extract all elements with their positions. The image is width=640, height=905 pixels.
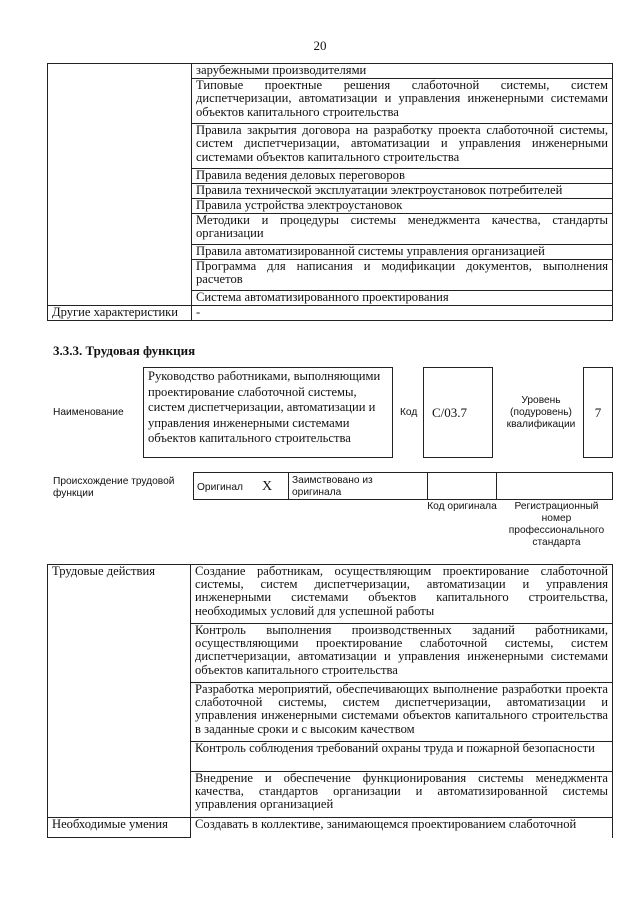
other-characteristics-value: - (192, 305, 613, 320)
original-label: Оригинал (197, 482, 243, 493)
labor-action-item: Внедрение и обеспечение функционирования системы менеджмента качества, стандартов организации и автоматизированной системы управления организацией (191, 772, 613, 818)
labor-actions-label: Трудовые действия (48, 565, 191, 818)
empty-label-cell (48, 64, 192, 306)
origin-label: Происхождение трудовой функции (53, 476, 175, 499)
skills-label: Необходимые умения (48, 818, 191, 838)
knowledge-item: Правила ведения деловых переговоров (192, 168, 613, 183)
labor-action-item: Создание работникам, осуществляющим проектирование слаботочной системы, систем диспетчеризации, автоматизации и управления инженерными системами объектов капитального строительства, необходимых условий для успешной работы (191, 565, 613, 624)
knowledge-item: Программа для написания и модификации документов, выполнения расчетов (192, 259, 613, 290)
original-cell (193, 472, 289, 500)
knowledge-item: Правила закрытия договора на разработку проекта слаботочной системы, систем диспетчеризации, автоматизации и управления инженерными системами объектов капитального строительства (192, 123, 613, 168)
section-title: 3.3.3. Трудовая функция (53, 343, 196, 358)
knowledge-item: зарубежными производителями (192, 64, 613, 79)
registration-caption: Регистрационный номер профессионального стандарта (508, 501, 605, 548)
knowledge-item: Методики и процедуры системы менеджмента качества, стандарты организации (192, 213, 613, 244)
level-value: 7 (594, 405, 602, 420)
knowledge-table (47, 63, 613, 321)
code-label: Код (400, 407, 418, 418)
knowledge-item: Правила технической эксплуатации электроустановок потребителей (192, 183, 613, 198)
knowledge-item: Правила устройства электроустановок (192, 198, 613, 213)
borrowed-cell: Заимствовано из оригинала (288, 472, 428, 500)
function-name-box: Руководство работниками, выполняющими проектирование слаботочной системы, систем диспетчеризации, автоматизации и управления инженерными системами объектов капитального строительства (143, 367, 393, 458)
labor-action-item: Контроль соблюдения требований охраны труда и пожарной безопасности (191, 742, 613, 772)
code-box (423, 367, 493, 458)
skill-item: Создавать в коллективе, занимающемся проектированием слаботочной (191, 818, 613, 838)
knowledge-item: Система автоматизированного проектирования (192, 290, 613, 305)
original-mark: X (262, 479, 273, 494)
labor-actions-table (47, 564, 613, 838)
level-box (583, 367, 613, 458)
knowledge-item: Правила автоматизированной системы управления организацией (192, 244, 613, 259)
page-number: 20 (313, 38, 327, 53)
name-label: Наименование (53, 407, 124, 418)
level-label: Уровень (подуровень) квалификации (506, 395, 576, 430)
original-code-cell (427, 472, 497, 500)
registration-number-cell (496, 472, 613, 500)
labor-action-item: Разработка мероприятий, обеспечивающих выполнение разработки проекта слаботочной системы, систем диспетчеризации, автоматизации и управления инженерными системами объектов капитального строительства в заданные сроки и с высоким качеством (191, 683, 613, 742)
labor-action-item: Контроль выполнения производственных заданий работниками, осуществляющими проектирование слаботочной системы, систем диспетчеризации, автоматизации и управления инженерными системами объектов капитального строительства (191, 624, 613, 683)
other-characteristics-label: Другие характеристики (48, 305, 192, 320)
knowledge-item: Типовые проектные решения слаботочной системы, систем диспетчеризации, автоматизации и управления инженерными системами объектов капитального строительства (192, 78, 613, 123)
code-value: С/03.7 (432, 405, 468, 420)
code-caption: Код оригинала (427, 501, 497, 512)
